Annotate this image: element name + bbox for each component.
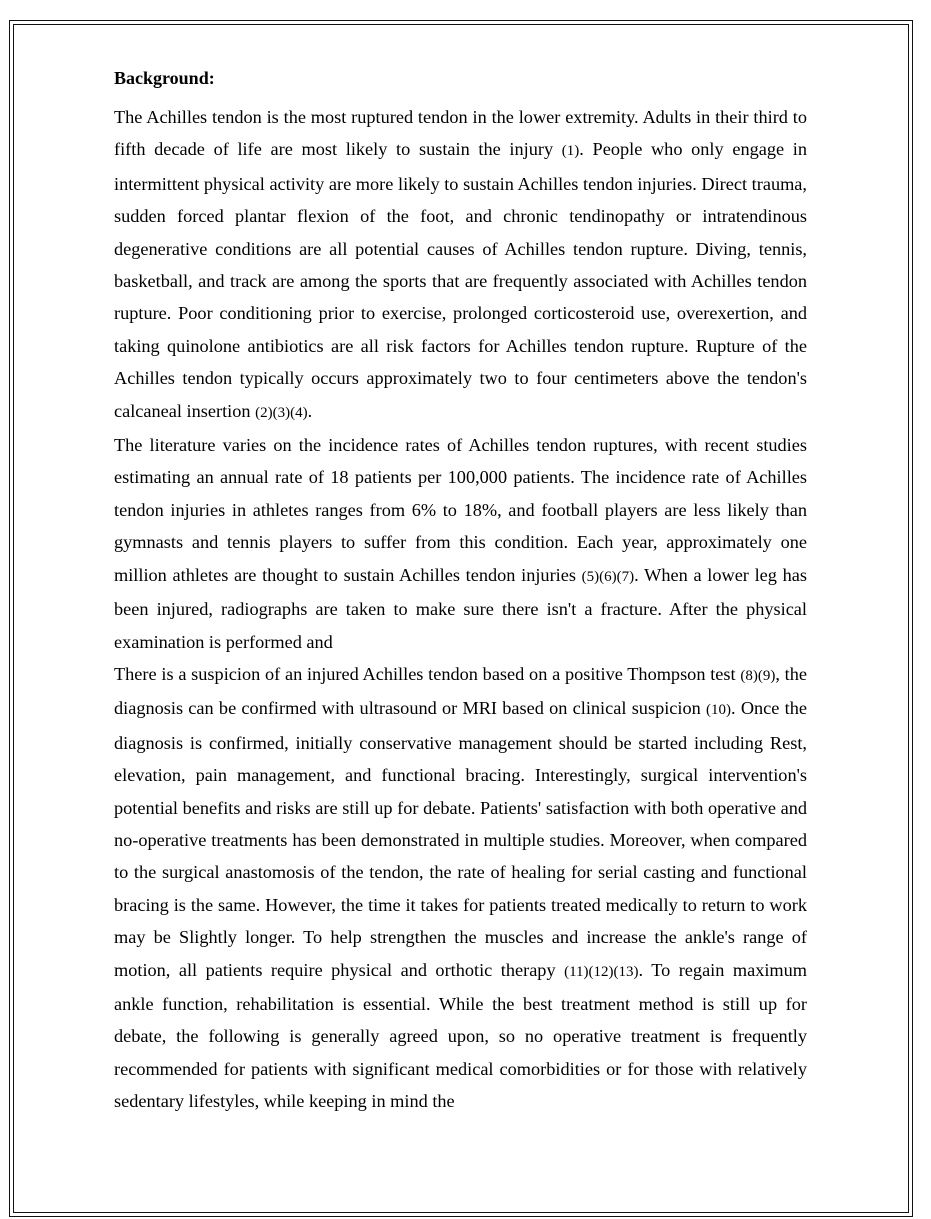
text-run: . Once the diagnosis is confirmed, initially conservative management should be started including Rest, elevation, pain management, and functional bracing. Interestingly, surgical intervention's potential benefits and risks are still up for debate. Patients' satisfaction with both operative and no-operative treatments has been demonstrated in multiple studies. Moreover, when compared to the surgical anastomosis of the tendon, the rate of healing for serial casting and functional bracing is the same. However, the time it takes for patients treated medically to return to work may be Slightly longer. To help strengthen the muscles and increase the ankle's range of motion, all patients require physical and orthotic therapy: [114, 698, 807, 980]
text-run: . When a lower leg has been injured, radiographs are taken to make sure there isn't a fracture. After the physical examination is performed and: [114, 564, 808, 652]
document-body: [114, 66, 807, 1118]
text-run: The literature varies on the incidence rates of Achilles tendon ruptures, with recent studies estimating an annual rate of 18 patients per 100,000 patients. The incidence rate of Achilles tendon injuries in athletes ranges from 6% to 18%, and football players are less likely than gymnasts and tennis players to suffer from this condition. Each year, approximately one million athletes are thought to sustain Achilles tendon injuries: [114, 435, 807, 585]
text-run: . To regain maximum ankle function, rehabilitation is essential. While the best treatment method is still up for debate, the following is generally agreed upon, so no operative treatment is frequently recommended for patients with significant medical comorbidities or for those with relatively sedentary lifestyles, while keeping in mind the: [114, 959, 808, 1112]
paragraph-2: [114, 429, 807, 658]
section-heading: Background:: [114, 68, 215, 88]
paragraph-3: [114, 658, 807, 1118]
text-run: . People who only engage in intermittent physical activity are more likely to sustain Achilles tendon injuries. Direct trauma, sudden forced plantar flexion of the foot, and chronic tendinopathy or intratendinous degenerative conditions are all potential causes of Achilles tendon rupture. Diving, tennis, basketball, and track are among the sports that are frequently associated with Achilles tendon rupture. Poor conditioning prior to exercise, prolonged corticosteroid use, overexertion, and taking quinolone antibiotics are all risk factors for Achilles tendon rupture. Rupture of the Achilles tendon typically occurs approximately two to four centimeters above the tendon's calcaneal insertion: [114, 139, 807, 421]
citation: (10): [706, 702, 732, 719]
citation: (2)(3)(4): [255, 404, 308, 421]
text-run: , the diagnosis can be confirmed with ultrasound or MRI based on clinical suspicion: [114, 663, 807, 719]
paragraph-1: [114, 101, 807, 429]
citation: (8)(9): [740, 667, 776, 684]
citation: (1): [561, 143, 580, 160]
text-run: There is a suspicion of an injured Achilles tendon based on a positive Thompson test: [114, 663, 741, 684]
text-run: .: [307, 400, 313, 421]
citation: (5)(6)(7): [581, 568, 635, 585]
citation: (11)(12)(13): [564, 963, 639, 980]
text-run: The Achilles tendon is the most ruptured tendon in the lower extremity. Adults in their third to fifth decade of life are most likely to sustain the injury: [114, 107, 807, 160]
